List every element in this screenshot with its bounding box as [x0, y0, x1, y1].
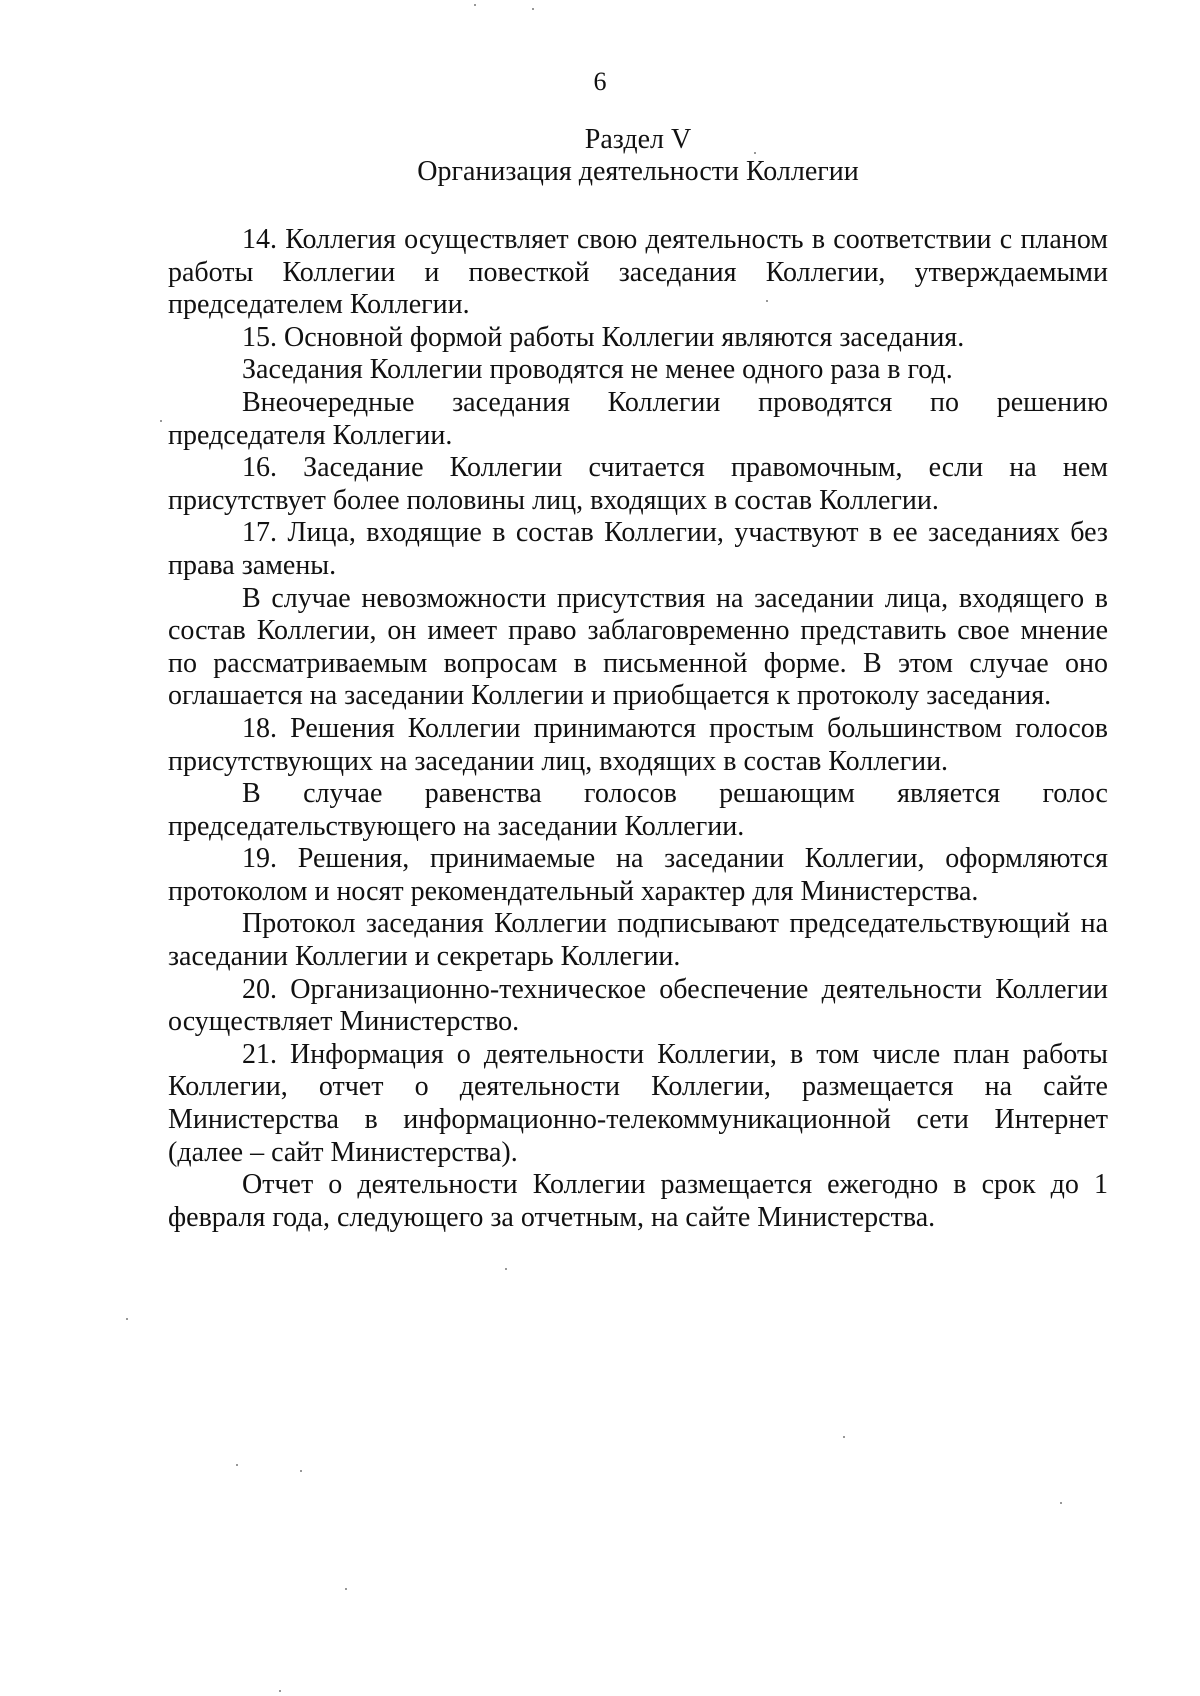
- paragraph: Внеочередные заседания Коллегии проводятся по решению председателя Коллегии.: [168, 386, 1108, 451]
- scan-speck: [236, 1464, 238, 1466]
- section-title: Организация деятельности Коллегии: [417, 156, 859, 187]
- paragraph: 17. Лица, входящие в состав Коллегии, участвуют в ее заседаниях без права замены.: [168, 517, 1108, 581]
- scan-speck: [160, 420, 162, 422]
- paragraph: Заседания Коллегии проводятся не менее одного раза в год.: [242, 354, 953, 386]
- scan-speck: [532, 8, 534, 10]
- section-header: [168, 124, 1108, 188]
- scan-speck: [754, 152, 756, 154]
- paragraph: 20. Организационно-техническое обеспечение деятельности Коллегии осуществляет Министерство.: [168, 973, 1108, 1038]
- scan-speck: [766, 300, 768, 302]
- section-label: Раздел V: [584, 124, 692, 155]
- paragraph: Отчет о деятельности Коллегии размещается ежегодно в срок до 1 февраля года, следующего за отчетным, на сайте Министерства.: [168, 1169, 1108, 1233]
- paragraph: Протокол заседания Коллегии подписывают председательствующий на заседании Коллегии и секретарь Коллегии.: [168, 908, 1108, 973]
- scan-speck: [345, 1588, 347, 1590]
- scan-speck: [279, 1690, 281, 1692]
- page-number: 6: [593, 67, 607, 96]
- body-text: [168, 224, 1108, 1234]
- paragraph: 19. Решения, принимаемые на заседании Коллегии, оформляются протоколом и носят рекомендательный характер для Министерства.: [168, 843, 1108, 907]
- scan-speck: [300, 1470, 302, 1472]
- paragraph: 14. Коллегия осуществляет свою деятельность в соответствии с планом работы Коллегии и повесткой заседания Коллегии, утверждаемыми председателем Коллегии.: [168, 224, 1108, 321]
- paragraph: В случае равенства голосов решающим является голос председательствующего на заседании Коллегии.: [168, 778, 1108, 842]
- scan-speck: [843, 1436, 845, 1438]
- scan-speck: [474, 4, 476, 6]
- paragraph: 16. Заседание Коллегии считается правомочным, если на нем присутствует более половины лиц, входящих в состав Коллегии.: [168, 452, 1108, 516]
- scan-speck: [505, 1268, 507, 1270]
- paragraph: 15. Основной формой работы Коллегии являются заседания.: [242, 321, 965, 353]
- paragraph: 21. Информация о деятельности Коллегии, в том числе план работы Коллегии, отчет о деятельности Коллегии, размещается на сайте Министерства в информационно-телекоммуникационной сети Интернет (далее – сайт Министерства).: [168, 1038, 1108, 1168]
- scan-speck: [126, 1318, 128, 1320]
- paragraph: 18. Решения Коллегии принимаются простым большинством голосов присутствующих на заседании лиц, входящих в состав Коллегии.: [168, 712, 1108, 777]
- scan-speck: [1060, 1502, 1062, 1504]
- paragraph: В случае невозможности присутствия на заседании лица, входящего в состав Коллегии, он имеет право заблаговременно представить свое мнение по рассматриваемым вопросам в письменной форме. В этом случае оно оглашается на заседании Коллегии и приобщается к протоколу заседания.: [168, 582, 1108, 712]
